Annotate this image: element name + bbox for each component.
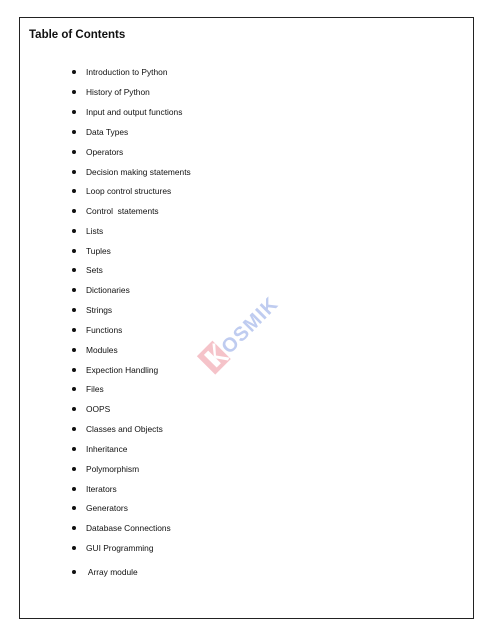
toc-item-label: Loop control structures [86,186,172,196]
toc-item [70,204,159,218]
bullet-icon [72,209,76,213]
bullet-icon [72,130,76,134]
bullet-icon [72,90,76,94]
toc-item-label: Polymorphism [86,464,140,474]
toc-item [70,244,111,258]
toc-item [70,565,138,579]
toc-item-label: Data Types [86,127,129,137]
bullet-icon [72,487,76,491]
bullet-icon [72,407,76,411]
toc-item-label: Expection Handling [86,365,159,375]
toc-item-label: Strings [86,305,113,315]
bullet-icon [72,447,76,451]
bullet-icon [72,249,76,253]
toc-item [70,263,103,277]
toc-item [70,521,171,535]
toc-item-label: GUI Programming [86,543,154,553]
toc-item-label: Operators [86,147,124,157]
toc-item [70,402,110,416]
toc-item [70,65,167,79]
toc-item [70,283,130,297]
bullet-icon [72,387,76,391]
toc-item [70,323,122,337]
bullet-icon [72,546,76,550]
toc-item [70,462,139,476]
toc-item [70,442,127,456]
bullet-icon [72,70,76,74]
toc-item-label: Modules [86,345,118,355]
toc-item [70,303,112,317]
toc-item [70,105,182,119]
toc-item [70,363,158,377]
bullet-icon [72,110,76,114]
bullet-icon [72,368,76,372]
bullet-icon [72,506,76,510]
toc-item-label: Lists [86,226,104,236]
toc-item-label: Array module [86,567,138,577]
toc-item-label: Tuples [86,246,111,256]
toc-item-label: Classes and Objects [86,424,163,434]
bullet-icon [72,268,76,272]
toc-item [70,422,163,436]
toc-item [70,224,103,238]
toc-item-label: Control statements [86,206,159,216]
toc-item [70,85,150,99]
bullet-icon [72,288,76,292]
bullet-icon [72,427,76,431]
toc-item [70,482,117,496]
toc-item-label: Iterators [86,484,117,494]
bullet-icon [72,467,76,471]
bullet-icon [72,328,76,332]
bullet-icon [72,348,76,352]
toc-item [70,165,191,179]
toc-item-label: Files [86,384,104,394]
page-title: Table of Contents [29,29,126,41]
bullet-icon [72,570,76,574]
toc-item-label: Generators [86,503,128,513]
bullet-icon [72,150,76,154]
toc-item-label: Functions [86,325,123,335]
toc-item [70,125,128,139]
toc-item [70,184,171,198]
toc-item-label: Decision making statements [86,167,191,177]
bullet-icon [72,170,76,174]
toc-item [70,343,118,357]
toc-item-label: Inheritance [86,444,128,454]
toc-item-label: Input and output functions [86,107,183,117]
bullet-icon [72,308,76,312]
toc-item-label: Introduction to Python [86,67,168,77]
toc-item-label: Database Connections [86,523,171,533]
toc-item-label: Dictionaries [86,285,130,295]
toc-item [70,145,123,159]
toc-item-label: Sets [86,265,103,275]
svg-text:OSMIK: OSMIK [217,292,283,359]
toc-item [70,541,153,555]
bullet-icon [72,526,76,530]
bullet-icon [72,229,76,233]
bullet-icon [72,189,76,193]
toc-item-label: OOPS [86,404,111,414]
toc-item-label: History of Python [86,87,150,97]
toc-item [70,382,104,396]
toc-item [70,501,128,515]
